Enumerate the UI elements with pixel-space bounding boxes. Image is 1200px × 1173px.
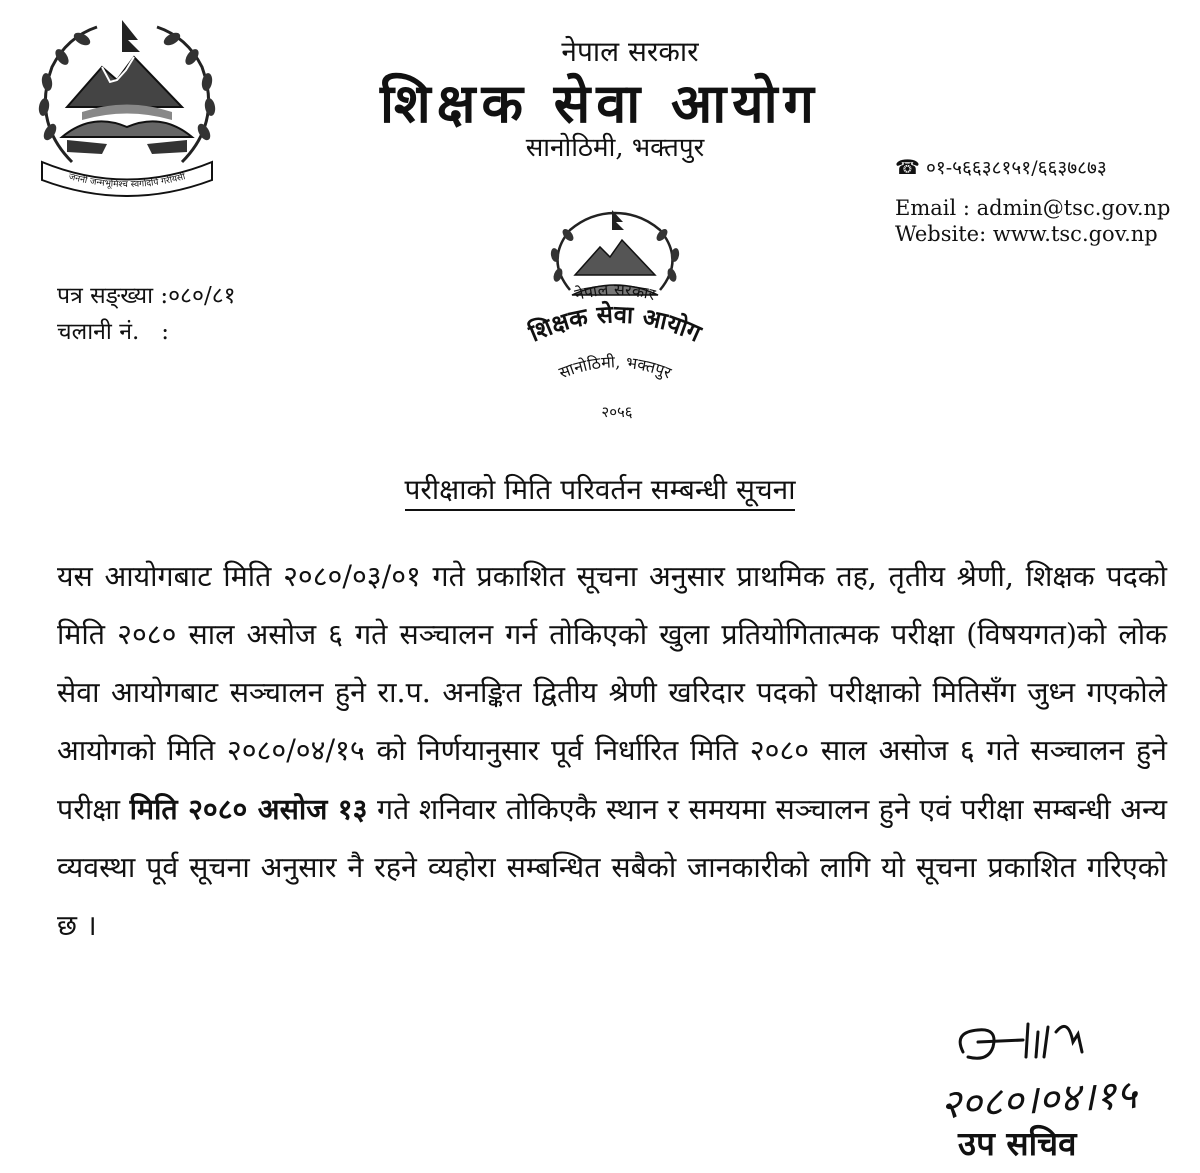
email-address: Email : admin@tsc.gov.np: [895, 196, 1171, 220]
seal-address: सानोठिमी, भक्तपुर: [556, 352, 674, 383]
organization-name: शिक्षक सेवा आयोग: [380, 71, 820, 135]
seal-year: २०५६: [601, 403, 633, 421]
notice-body-part2: गते शनिवार तोकिएकै स्थान र समयमा सञ्चालन हुने एवं परीक्षा सम्बन्धी अन्य व्यवस्था पूर्व सूचना अनुसार नै रहने व्यहोरा सम्बन्धित सबैको जानकारीको लागि यो सूचना प्रकाशित गरिएको छ ।: [57, 793, 1167, 942]
phone-line: [895, 154, 1107, 180]
phone-number: ०१-५६६३८१५१/६६३७८७३: [925, 157, 1107, 179]
notice-title-text: परीक्षाको मिति परिवर्तन सम्बन्धी सूचना: [405, 473, 796, 511]
notice-title: [0, 470, 1200, 508]
seal-government: नेपाल सरकार: [572, 279, 658, 305]
letter-number: पत्र सङ्ख्या :०८०/८१: [57, 283, 236, 309]
emblem-motto: जननी जन्मभूमिश्च स्वर्गादपि गरीयसी: [67, 172, 187, 191]
official-seal-stamp: [520, 205, 710, 430]
website-address: Website: www.tsc.gov.np: [895, 222, 1158, 246]
signature-date: २०८०।०४।१५: [939, 1071, 1138, 1129]
handwritten-signature: [948, 1012, 1148, 1072]
telephone-icon: ☎: [895, 155, 920, 179]
signatory-designation: उप सचिव: [958, 1124, 1077, 1163]
seal-organization: शिक्षक सेवा आयोग: [524, 299, 706, 348]
notice-body-exam-date: मिति २०८० असोज १३: [129, 792, 368, 826]
organization-address: सानोठिमी, भक्तपुर: [525, 133, 705, 163]
svg-text:सानोठिमी, भक्तपुर: [556, 352, 674, 382]
government-name: नेपाल सरकार: [561, 35, 699, 68]
dispatch-number: चलानी नं. :: [57, 319, 169, 345]
svg-text:शिक्षक सेवा आयोग: [524, 299, 707, 348]
notice-body: [57, 548, 1167, 955]
notice-body-part1: यस आयोगबाट मिति २०८०/०३/०१ गते प्रकाशित सूचना अनुसार प्राथमिक तह, तृतीय श्रेणी, शिक्षक पदको मिति २०८० साल असोज ६ गते सञ्चालन गर्न तोकिएको खुला प्रतियोगितात्मक परीक्षा (विषयगत)को लोक सेवा आयोगबाट सञ्चालन हुने रा.प. अनङ्कित द्वितीय श्रेणी खरिदार पदको परीक्षाको मितिसँग जुध्न गएकोले आयोगको मिति २०८०/०४/१५ को निर्णयानुसार पूर्व निर्धारित मिति २०८० साल असोज ६ गते सञ्चालन हुने परीक्षा: [57, 560, 1167, 826]
